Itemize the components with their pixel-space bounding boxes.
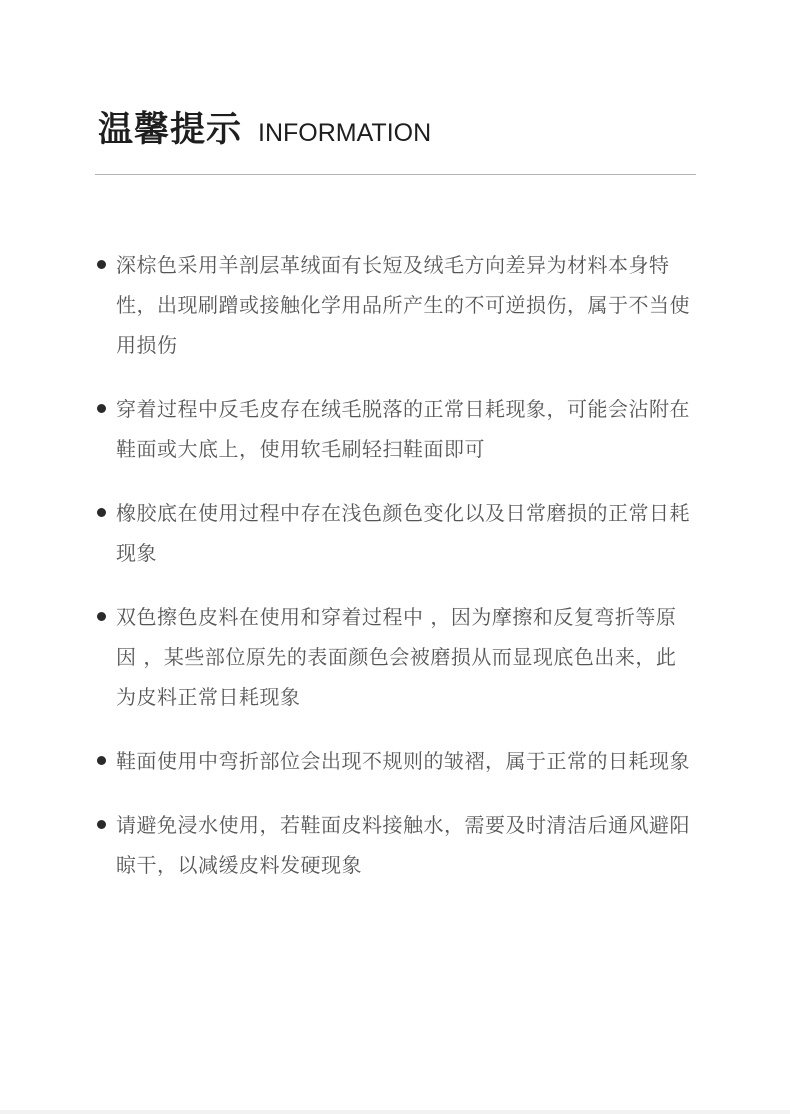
header-divider bbox=[95, 174, 696, 175]
page-header bbox=[98, 102, 431, 152]
tip-item bbox=[95, 805, 695, 885]
page-title: 温馨提示 bbox=[98, 110, 243, 150]
tip-text: 穿着过程中反毛皮存在绒毛脱落的正常日耗现象，可能会沾附在鞋面或大底上，使用软毛刷轻扫鞋面即可 bbox=[116, 397, 690, 461]
tip-text: 深棕色采用羊剖层革绒面有长短及绒毛方向差异为材料本身特性，出现刷蹭或接触化学用品所产生的不可逆损伤，属于不当使用损伤 bbox=[116, 253, 690, 357]
tip-item bbox=[95, 245, 695, 365]
bullet-icon bbox=[97, 756, 106, 765]
bullet-icon bbox=[97, 612, 106, 621]
page-subtitle: INFORMATION bbox=[258, 119, 432, 147]
tip-text: 双色擦色皮料在使用和穿着过程中 ，因为摩擦和反复弯折等原因 ，某些部位原先的表面颜色会被磨损从而显现底色出来，此为皮料正常日耗现象 bbox=[116, 605, 677, 709]
tip-text: 请避免浸水使用，若鞋面皮料接触水，需要及时清洁后通风避阳晾干，以减缓皮料发硬现象 bbox=[116, 813, 690, 877]
bottom-edge bbox=[0, 1110, 790, 1114]
bullet-icon bbox=[97, 404, 106, 413]
bullet-icon bbox=[97, 820, 106, 829]
tip-item bbox=[95, 741, 695, 781]
tip-text: 橡胶底在使用过程中存在浅色颜色变化以及日常磨损的正常日耗现象 bbox=[116, 501, 690, 565]
tip-item bbox=[95, 493, 695, 573]
tip-item bbox=[95, 389, 695, 469]
tip-item bbox=[95, 597, 695, 717]
bullet-icon bbox=[97, 260, 106, 269]
tip-text: 鞋面使用中弯折部位会出现不规则的皱褶，属于正常的日耗现象 bbox=[116, 749, 690, 773]
bullet-icon bbox=[97, 508, 106, 517]
tips-list bbox=[95, 245, 695, 909]
